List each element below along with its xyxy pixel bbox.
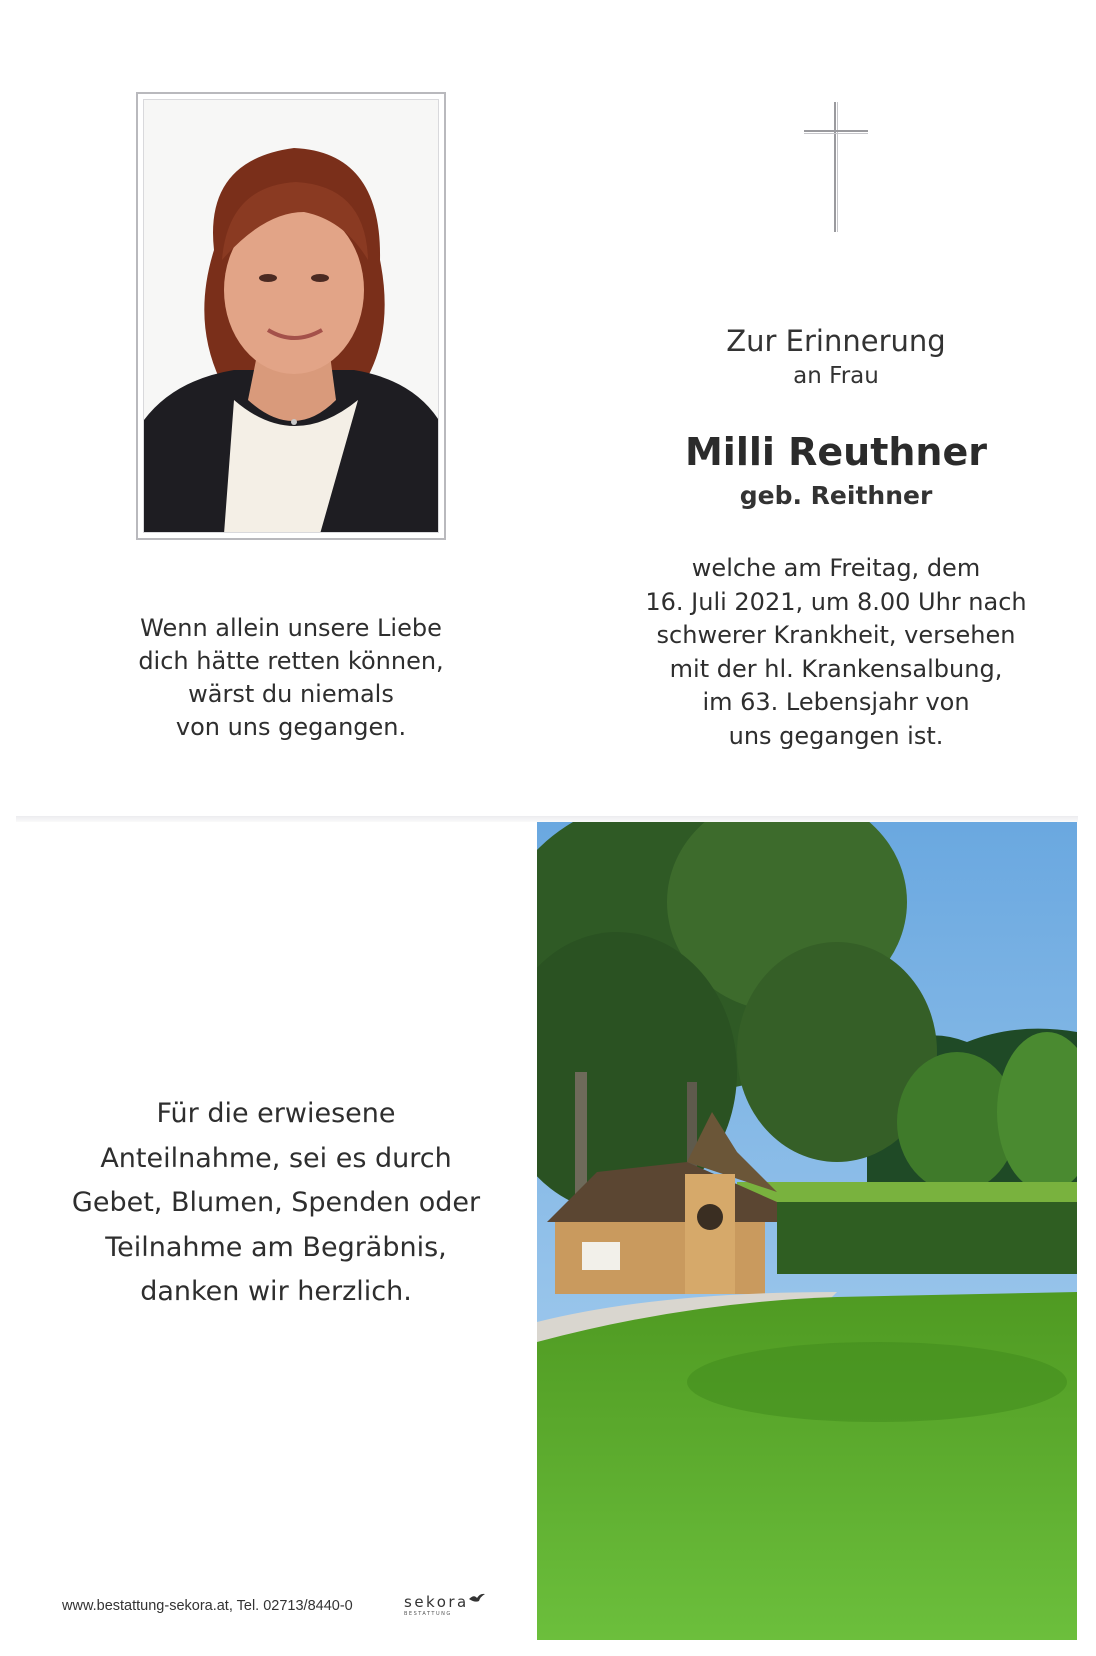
funeral-home-logo [404,1592,484,1622]
notice-line: welche am Freitag, dem [691,554,981,582]
logo-subtext: BESTATTUNG [404,1611,452,1617]
poem-line: Wenn allein unsere Liebe [140,614,442,642]
portrait-photo [143,99,439,533]
poem-line: dich hätte retten können, [138,647,444,675]
thanks-text [56,1092,496,1315]
funeral-home-contact: www.bestattung-sekora.at, Tel. 02713/8440-0 [62,1598,353,1614]
thanks-line: Teilnahme am Begräbnis, [105,1231,447,1263]
garden-photo [537,822,1077,1640]
thanks-line: Anteilnahme, sei es durch [100,1142,452,1174]
thanks-line: Für die erwiesene [156,1098,396,1129]
notice-line: schwerer Krankheit, versehen [656,621,1016,649]
poem-line: von uns gegangen. [175,713,407,741]
notice-line: 16. Juli 2021, um 8.00 Uhr nach [645,587,1027,616]
memory-line-2: an Frau [793,363,879,389]
death-notice [636,552,1036,753]
logo-text: sekora [404,1593,469,1611]
portrait-frame [136,92,446,540]
notice-line: mit der hl. Krankensalbung, [669,654,1003,683]
cross-icon [804,102,868,232]
deceased-name: Milli Reuthner [684,430,987,474]
card-back [16,822,536,1640]
memory-heading [636,321,1036,391]
memory-line-1: Zur Erinnerung [726,324,946,358]
maiden-name: geb. Reithner [739,481,933,510]
poem-line: wärst du niemals [188,680,394,708]
thanks-line: danken wir herzlich. [140,1276,412,1307]
notice-line: uns gegangen ist. [728,721,944,750]
thanks-line: Gebet, Blumen, Spenden oder [71,1187,481,1218]
card-front [16,16,1078,816]
notice-line: im 63. Lebensjahr von [702,688,970,716]
bird-icon [468,1592,486,1604]
poem [116,612,466,744]
